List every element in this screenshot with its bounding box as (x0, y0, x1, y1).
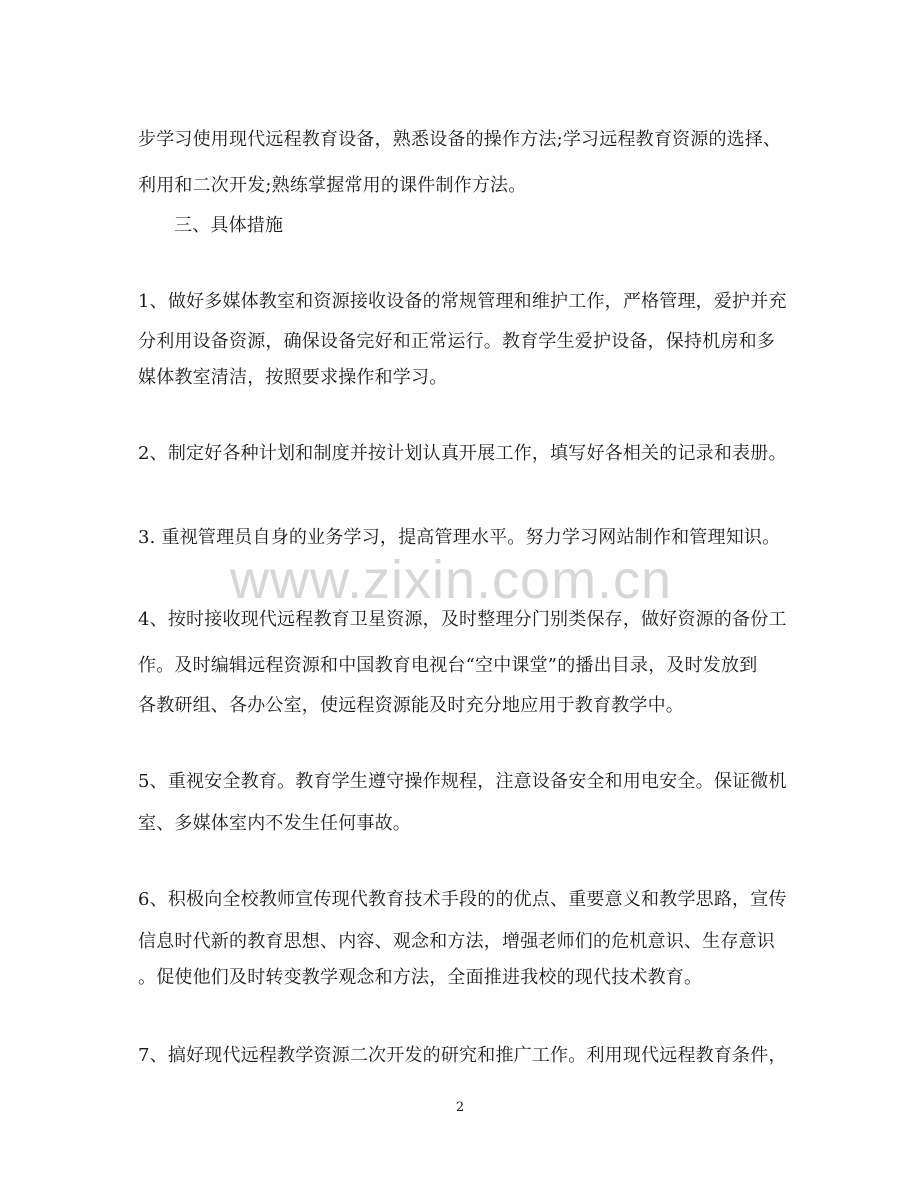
text-line: 6、积极向全校教师宣传现代教育技术手段的的优点、重要意义和教学思路，宣传 (138, 889, 787, 910)
text-line: 7、搞好现代远程教学资源二次开发的研究和推广工作。利用现代远程教育条件， (138, 1045, 787, 1066)
text-line: 5、重视安全教育。教育学生遵守操作规程，注意设备安全和用电安全。保证微机 (138, 771, 787, 792)
text-line: 媒体教室清洁，按照要求操作和学习。 (138, 367, 448, 388)
section-heading: 三、具体措施 (174, 215, 284, 236)
text-line: 各教研组、各办公室，使远程资源能及时充分地应用于教育教学中。 (138, 695, 684, 716)
page-number: 2 (455, 1100, 465, 1115)
text-line: 室、多媒体室内不发生任何事故。 (138, 813, 411, 834)
text-line: 1、做好多媒体教室和资源接收设备的常规管理和维护工作，严格管理，爱护并充 (138, 291, 787, 312)
text-line: 信息时代新的教育思想、内容、观念和方法，增强老师们的危机意识、生存意识 (138, 931, 775, 952)
text-line: 分利用设备资源，确保设备完好和正常运行。教育学生爱护设备，保持机房和多 (138, 331, 775, 352)
text-line: 步学习使用现代远程教育设备，熟悉设备的操作方法;学习远程教育资源的选择、 (138, 129, 782, 150)
watermark: www.zixin.com.cn (230, 550, 673, 610)
text-line: 3. 重视管理员自身的业务学习，提高管理水平。努力学习网站制作和管理知识。 (138, 527, 781, 548)
text-line: 4、按时接收现代远程教育卫星资源，及时整理分门别类保存，做好资源的备份工 (138, 609, 787, 630)
text-line: 利用和二次开发;熟练掌握常用的课件制作方法。 (138, 175, 527, 196)
text-line: 2、制定好各种计划和制度并按计划认真开展工作，填写好各相关的记录和表册。 (138, 443, 787, 464)
text-line: 作。及时编辑远程资源和中国教育电视台“空中课堂”的播出目录，及时发放到 (138, 655, 758, 676)
text-line: 。促使他们及时转变教学观念和方法，全面推进我校的现代技术教育。 (138, 967, 703, 988)
